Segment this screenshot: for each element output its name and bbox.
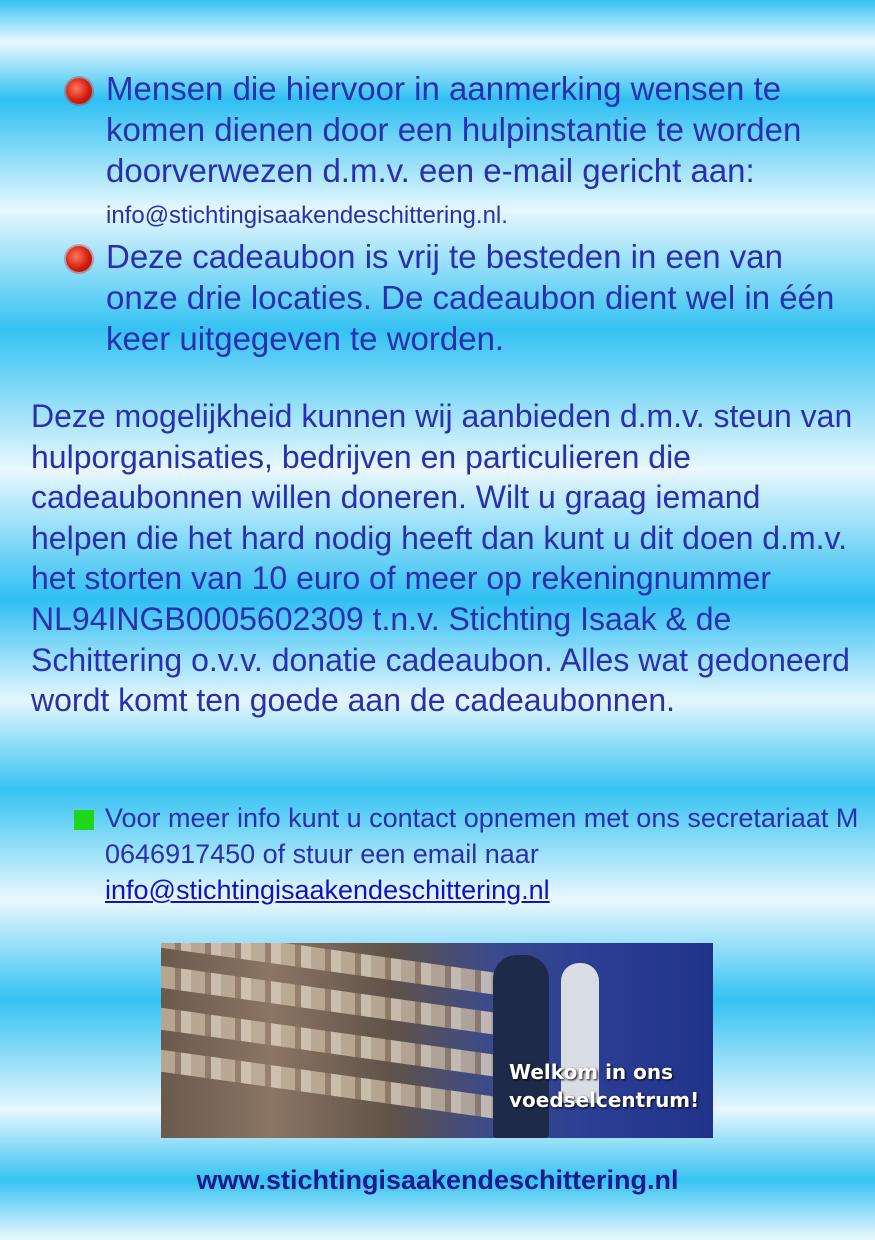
email-address: info@stichtingisaakendeschittering.nl. <box>106 202 508 229</box>
bullet-list <box>66 68 856 359</box>
bullet-item-giftcard <box>66 236 856 359</box>
photo-caption <box>509 1058 699 1114</box>
bullet-item-referral <box>66 68 856 236</box>
donation-paragraph: Deze mogelijkheid kunnen wij aanbieden d.m.v. steun van hulporganisaties, bedrijven en particulieren die cadeaubonnen willen doneren. Wilt u graag iemand helpen die het hard nodig heeft dan kunt u dit doen d.m.v. het storten van 10 euro of meer op rekeningnummer NL94INGB0005602309 t.n.v. Stichting Isaak & de Schittering o.v.v. donatie cadeaubon. Alles wat gedoneerd wordt komt ten goede aan de cadeaubonnen. <box>31 398 853 719</box>
contact-email-link[interactable]: info@stichtingisaakendeschittering.nl <box>105 875 550 905</box>
contact-info <box>74 800 865 908</box>
caption-line: voedselcentrum! <box>509 1088 700 1112</box>
star-bullet-icon <box>66 78 92 104</box>
caption-line: Welkom in ons <box>509 1060 674 1084</box>
bullet-text: Deze cadeaubon is vrij te besteden in een van onze drie locaties. De cadeaubon dient wel in één keer uitgegeven te worden. <box>106 238 835 357</box>
food-center-photo <box>161 943 713 1138</box>
square-bullet-icon <box>74 810 94 830</box>
bullet-text: Mensen die hiervoor in aanmerking wensen te komen dienen door een hulpinstantie te worden doorverwezen d.m.v. een e-mail gericht aan: <box>106 70 802 189</box>
star-bullet-icon <box>66 246 92 272</box>
contact-text: Voor meer info kunt u contact opnemen met ons secretariaat M 0646917450 of stuur een email naar <box>105 803 859 869</box>
website-url: www.stichtingisaakendeschittering.nl <box>196 1165 679 1195</box>
